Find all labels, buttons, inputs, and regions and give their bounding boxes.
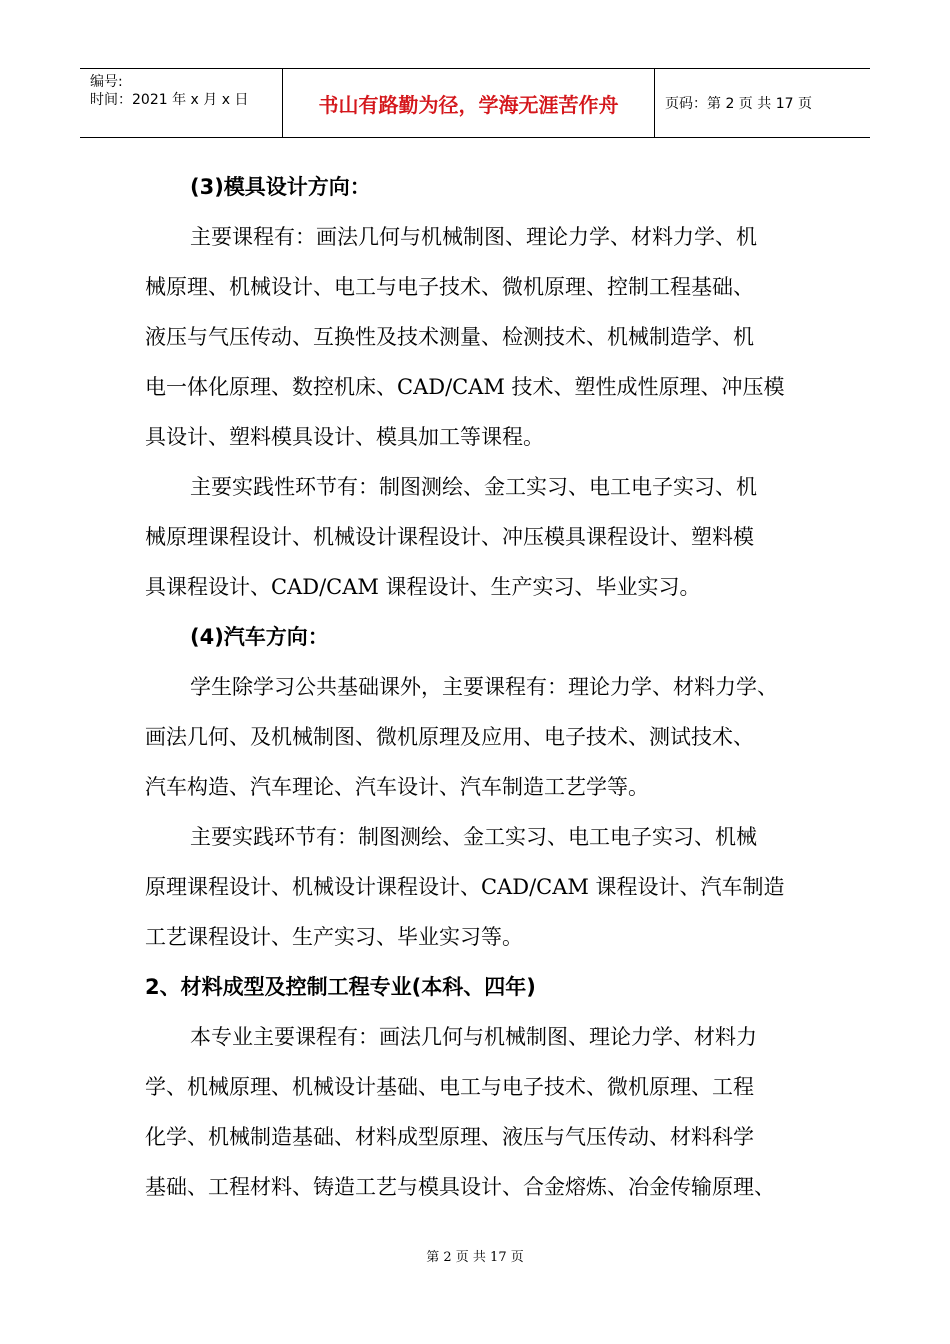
page-header <box>80 68 870 138</box>
text-line: 画法几何、及机械制图、微机原理及应用、电子技术、测试技术、 <box>145 725 754 749</box>
section-heading: (4)汽车方向： <box>190 625 329 649</box>
text-line: 主要课程有：画法几何与机械制图、理论力学、材料力学、机 <box>190 225 757 249</box>
document-code-label: 编号: <box>90 74 123 90</box>
text-line: 基础、工程材料、铸造工艺与模具设计、合金熔炼、冶金传输原理、 <box>145 1175 775 1199</box>
section-heading: 2、材料成型及控制工程专业(本科、四年) <box>145 975 536 999</box>
text-line: 具课程设计、CAD/CAM 课程设计、生产实习、毕业实习。 <box>145 575 701 599</box>
text-line: 电一体化原理、数控机床、CAD/CAM 技术、塑性成性原理、冲压模 <box>145 375 785 399</box>
header-meta <box>80 69 282 137</box>
text-line: 液压与气压传动、互换性及技术测量、检测技术、机械制造学、机 <box>145 325 754 349</box>
text-line: 具设计、塑料模具设计、模具加工等课程。 <box>145 425 544 449</box>
text-line: 主要实践性环节有：制图测绘、金工实习、电工电子实习、机 <box>190 475 757 499</box>
page-footer: 第 2 页 共 17 页 <box>426 1250 524 1265</box>
text-line: 汽车构造、汽车理论、汽车设计、汽车制造工艺学等。 <box>145 775 649 799</box>
header-motto: 书山有路勤为径，学海无涯苦作舟 <box>282 69 655 137</box>
header-page-info: 页码：第 2 页 共 17 页 <box>665 96 812 112</box>
text-line: 工艺课程设计、生产实习、毕业实习等。 <box>145 925 523 949</box>
text-line: 学生除学习公共基础课外，主要课程有：理论力学、材料力学、 <box>190 675 778 699</box>
text-line: 主要实践环节有：制图测绘、金工实习、电工电子实习、机械 <box>190 825 757 849</box>
text-line: 原理课程设计、机械设计课程设计、CAD/CAM 课程设计、汽车制造 <box>145 875 785 899</box>
document-date: 时间：2021 年 x 月 x 日 <box>90 92 249 108</box>
text-line: 械原理课程设计、机械设计课程设计、冲压模具课程设计、塑料模 <box>145 525 754 549</box>
text-line: 化学、机械制造基础、材料成型原理、液压与气压传动、材料科学 <box>145 1125 754 1149</box>
text-line: 本专业主要课程有：画法几何与机械制图、理论力学、材料力 <box>190 1025 757 1049</box>
section-heading: (3)模具设计方向： <box>190 175 371 199</box>
document-body <box>145 162 805 1212</box>
text-line: 学、机械原理、机械设计基础、电工与电子技术、微机原理、工程 <box>145 1075 754 1099</box>
text-line: 械原理、机械设计、电工与电子技术、微机原理、控制工程基础、 <box>145 275 754 299</box>
